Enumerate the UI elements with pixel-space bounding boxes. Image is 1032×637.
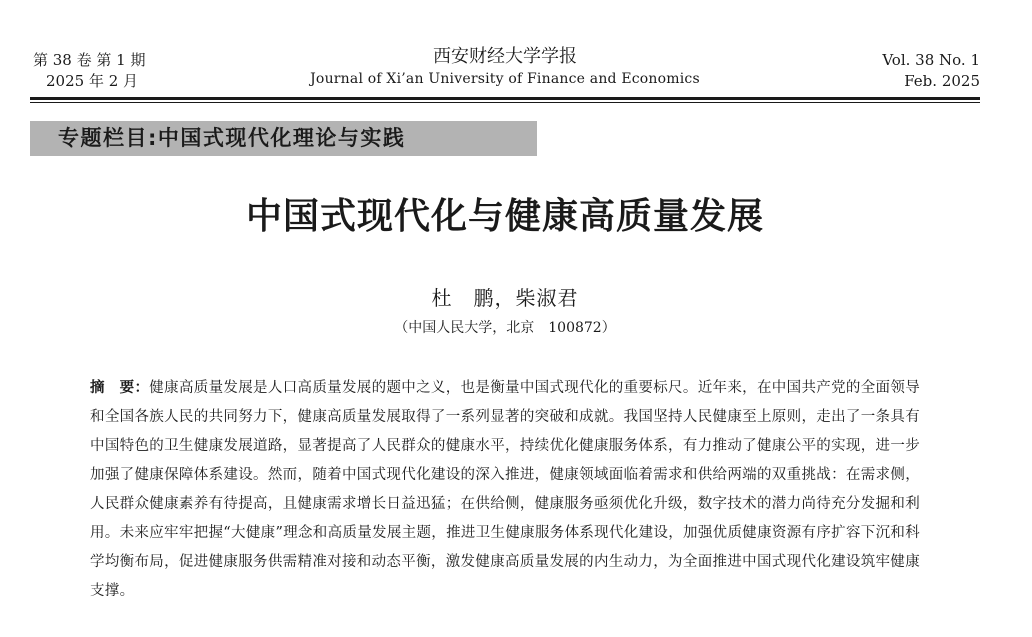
journal-title-cn: 西安财经大学学报 — [433, 46, 577, 67]
header-right — [882, 50, 980, 92]
article-title: 中国式现代化与健康高质量发展 — [245, 196, 764, 237]
abstract-label: 摘 要： — [90, 380, 150, 396]
volume-issue-en: Vol. 38 No. 1 — [882, 51, 980, 69]
article-authors: 杜 鹏，柴淑君 — [431, 286, 579, 310]
header-left — [33, 50, 145, 92]
author-affiliation: （中国人民大学，北京 100872） — [394, 320, 616, 336]
journal-title-en: Journal of Xi’an University of Finance and Economics — [310, 71, 700, 87]
header-rule-thick — [30, 97, 980, 100]
volume-issue-cn: 第 38 卷 第 1 期 — [33, 51, 146, 69]
abstract-text: 健康高质量发展是人口高质量发展的题中之义，也是衡量中国式现代化的重要标尺。近年来，在中国共产党的全面领导和全国各族人民的共同努力下，健康高质量发展取得了一系列显著的突破和成就。我国坚持人民健康至上原则，走出了一条具有中国特色的卫生健康发展道路，显著提高了人民群众的健康水平，持续优化健康服务体系，有力推动了健康公平的实现，进一步加强了健康保障体系建设。然而，随着中国式现代化建设的深入推进，健康领域面临着需求和供给两端的双重挑战：在需求侧，人民群众健康素养有待提高，且健康需求增长日益迅猛；在供给侧，健康服务亟须优化升级，数字技术的潜力尚待充分发掘和利用。未来应牢牢把握“大健康”理念和高质量发展主题，推进卫生健康服务体系现代化建设，加强优质健康资源有序扩容下沉和科学均衡布局，促进健康服务供需精准对接和动态平衡，激发健康高质量发展的内生动力，为全面推进中国式现代化建设筑牢健康支撑。 — [90, 380, 920, 599]
header-rule-thin — [30, 102, 980, 103]
column-banner: 专题栏目:中国式现代化理论与实践 — [30, 121, 537, 156]
journal-name — [300, 45, 710, 89]
abstract — [90, 374, 920, 606]
date-en: Feb. 2025 — [904, 72, 980, 90]
date-cn: 2025 年 2 月 — [46, 72, 139, 90]
